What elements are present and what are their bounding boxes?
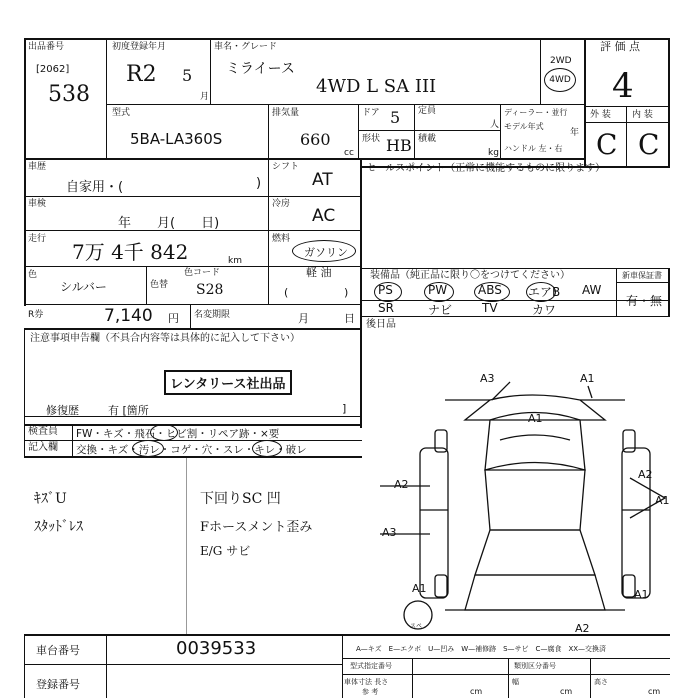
mark-left-door: A2 xyxy=(394,478,409,491)
capacity-label: 定員 xyxy=(418,106,437,116)
equip-pw: PW xyxy=(428,283,448,297)
equip-airbag: エアB xyxy=(528,285,561,299)
lot-sub: [2062] xyxy=(36,64,70,75)
kg-unit: kg xyxy=(488,148,499,158)
repair-label: 修復歴 xyxy=(46,404,79,417)
car-grade: 4WD L SA III xyxy=(316,76,437,97)
equipment-label: 装備品（純正品に限り〇をつけてください） xyxy=(370,270,570,281)
note-right1: 下回りSC 凹 xyxy=(200,491,281,507)
car-damage-diagram xyxy=(380,360,680,640)
recycle-label: R券 xyxy=(28,310,44,320)
model-label: 型式 xyxy=(112,108,131,118)
load-label: 積載 xyxy=(418,134,437,144)
shift-label: シフト xyxy=(272,162,300,172)
equip-ps: PS xyxy=(378,283,393,297)
inspection-label: 車検 xyxy=(28,199,47,209)
later-items-label: 後日品 xyxy=(366,319,396,330)
recycle-value: 7,140 xyxy=(104,306,153,326)
color-label: 色 xyxy=(28,270,38,280)
height-label: 高さ xyxy=(594,678,608,686)
dealer-label: ディーラー・並行 xyxy=(504,108,568,117)
reg-year: R2 xyxy=(126,62,157,87)
equipment-row2 xyxy=(372,301,612,315)
mark-rear-left: A1 xyxy=(412,582,427,595)
circle-airbag xyxy=(526,282,556,302)
repair-close: ] xyxy=(342,402,347,415)
size-cm2: cm xyxy=(560,687,573,696)
circle-pw xyxy=(424,282,454,302)
note-left2: ｽﾀｯﾄﾞﾚｽ xyxy=(34,519,83,535)
color-code-label: 色コード xyxy=(184,268,221,278)
month-unit: 月 xyxy=(200,92,210,102)
ac-label: 冷房 xyxy=(272,199,291,209)
mileage-value: 7万 4千 842 xyxy=(72,240,189,264)
fuel-diesel: 軽 油 xyxy=(306,266,332,279)
mileage-label: 走行 xyxy=(28,234,47,244)
km-unit: km xyxy=(228,256,242,266)
exterior-label: 外 装 xyxy=(590,110,611,120)
car-name: ミライース xyxy=(226,61,295,77)
mark-front-right-top: A1 xyxy=(580,372,595,385)
type-designation-label: 型式指定番号 xyxy=(350,662,392,670)
repair-value: 有 [箇所 xyxy=(108,404,149,417)
mark-rear-right: A1 xyxy=(634,588,649,601)
inspection-value: 年 月( 日) xyxy=(118,216,220,231)
inspector-row1: FW・キズ・飛石・ヒビ割・リペア跡・×要 xyxy=(76,428,280,440)
history-close: ) xyxy=(256,176,262,191)
note-right2: Fホースメント歪み xyxy=(200,520,313,535)
damage-legend: A—キズ E—エクボ U—凹み W—補修跡 S—サビ C—腐食 XX—交換済 xyxy=(356,645,607,653)
circle-dirt xyxy=(132,440,164,457)
person-unit: 人 xyxy=(490,120,500,130)
equip-aw: AW xyxy=(582,283,602,297)
class-label: 類別区分番号 xyxy=(514,662,556,670)
note-left1: ｷｽﾞU xyxy=(34,491,67,507)
mark-right-door: A2 xyxy=(638,468,653,481)
registration-label: 登録番号 xyxy=(36,678,80,691)
rental-lease-stamp: レンタリース社出品 xyxy=(164,370,292,395)
rear-bumper-outline xyxy=(465,575,605,610)
name-label: 車名・グレード xyxy=(214,42,278,52)
shape-value: HB xyxy=(386,136,412,155)
cc-unit: cc xyxy=(344,148,354,158)
first-reg-label: 初度登録年月 xyxy=(112,42,167,52)
equip-leather: カワ xyxy=(532,303,557,317)
mark-rear-bottom: A2 xyxy=(575,622,590,635)
equip-abs: ABS xyxy=(478,283,502,297)
entry-label: 記入欄 xyxy=(28,442,58,453)
chassis-number: 0039533 xyxy=(176,638,257,659)
title-deadline-label: 名変期限 xyxy=(194,310,231,320)
year-unit: 年 xyxy=(570,128,580,138)
shift-value: AT xyxy=(312,170,333,190)
fuel-other-close: ) xyxy=(344,286,349,299)
circle-scuff xyxy=(252,440,282,457)
2wd-label: 2WD xyxy=(550,56,572,66)
4wd-circle: 4WD xyxy=(544,68,576,92)
sales-point-label: セールスポイント（正常に機能するものに限ります） xyxy=(366,163,606,174)
note-right3: E/G サビ xyxy=(200,544,251,558)
shape-label: 形状 xyxy=(362,134,381,144)
size-cm3: cm xyxy=(648,687,661,696)
frame-top xyxy=(24,38,670,40)
cabin-outline xyxy=(485,470,585,530)
warranty-label: 新車保証書 xyxy=(622,271,662,280)
lot-number: 538 xyxy=(48,82,90,107)
chassis-label: 車台番号 xyxy=(36,644,80,657)
interior-grade: C xyxy=(638,128,660,161)
model-code: 5BA-LA360S xyxy=(130,130,223,148)
ac-value: AC xyxy=(312,206,336,226)
mark-right-door-a1: A1 xyxy=(655,494,670,507)
color2-label: 色替 xyxy=(150,280,169,290)
spare-label: スペ xyxy=(410,623,423,630)
frame-right xyxy=(668,38,670,166)
equip-sr: SR xyxy=(378,301,394,315)
yen-unit: 円 xyxy=(168,312,179,325)
trunk-outline xyxy=(475,530,595,575)
equip-navi: ナビ xyxy=(428,303,453,317)
mark-left-rear-door: A3 xyxy=(382,526,397,539)
model-year-label: モデル年式 xyxy=(504,122,544,131)
mark-front-top: A3 xyxy=(480,372,495,385)
notes-label: 注意事項申告欄（不具合内容等は具体的に記入して下さい） xyxy=(30,333,300,344)
history-value: 自家用・( xyxy=(66,180,124,195)
mark-hood: A1 xyxy=(528,412,543,425)
size-label: 車体寸法 長さ xyxy=(344,678,389,686)
color-value: シルバー xyxy=(60,280,107,294)
history-label: 車歴 xyxy=(28,162,47,172)
circle-abs xyxy=(474,282,510,302)
handle-label: ハンドル 左・右 xyxy=(504,144,563,153)
circle-chip xyxy=(150,424,178,441)
fuel-other: ( xyxy=(284,286,289,299)
lot-label: 出品番号 xyxy=(28,42,65,52)
door-label: ドア xyxy=(362,108,380,118)
color-code-value: S28 xyxy=(196,282,224,298)
width-label: 幅 xyxy=(512,678,519,686)
displacement-value: 660 xyxy=(300,130,331,149)
equip-tv: TV xyxy=(482,301,498,315)
inspector-label: 検査員 xyxy=(28,426,58,437)
circle-ps xyxy=(374,282,402,302)
title-month: 月 xyxy=(298,312,309,325)
score-label: 評 価 点 xyxy=(600,40,640,53)
size-cm1: cm xyxy=(470,687,483,696)
fuel-label: 燃料 xyxy=(272,234,291,244)
score-value: 4 xyxy=(612,66,634,106)
fuel-gas: ガソリン xyxy=(304,246,348,259)
warranty-value: 有・無 xyxy=(626,294,663,308)
reg-month: 5 xyxy=(182,66,193,85)
door-value: 5 xyxy=(390,108,401,127)
displacement-label: 排気量 xyxy=(272,108,300,118)
reference-label: 参 考 xyxy=(362,688,379,696)
title-day: 日 xyxy=(344,312,355,325)
inspector-row2: 交換・キズ・汚レ・コゲ・穴・スレ・キレ・破レ xyxy=(76,444,307,456)
exterior-grade: C xyxy=(596,128,618,161)
interior-label: 内 装 xyxy=(632,110,653,120)
